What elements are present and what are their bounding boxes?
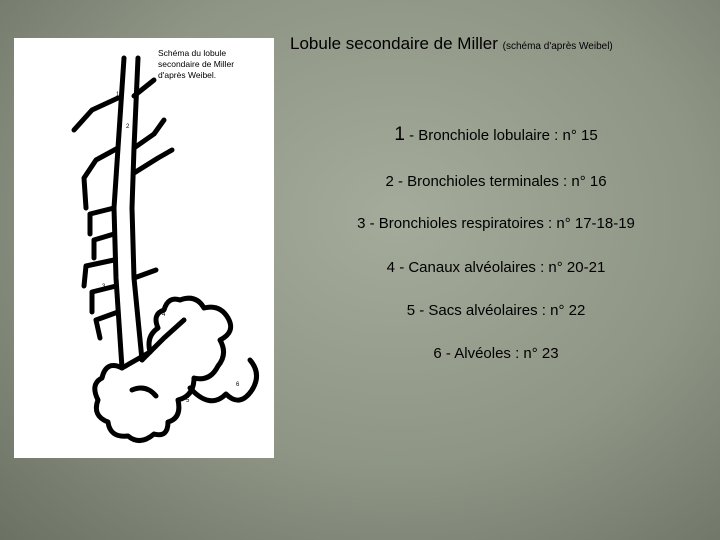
resp-branch-3 <box>84 260 114 286</box>
figure-label-2: 2 <box>126 124 130 130</box>
branch-terminal-right-b <box>134 150 172 173</box>
figure-label-3b: 3 <box>102 284 106 290</box>
resp-branch-1 <box>90 208 114 234</box>
trunk-left-wall <box>114 58 124 368</box>
legend-item-5: 5 - Sacs alvéolaires : n° 22 <box>406 302 586 319</box>
branch-upper-left <box>74 98 118 130</box>
figure-label-1: 1 <box>116 92 120 98</box>
figure-caption <box>158 48 268 81</box>
figure-label-5: 5 <box>186 398 190 404</box>
trunk-right-wall <box>132 58 142 360</box>
figure-label-4: 4 <box>162 312 166 318</box>
figure-label-6: 6 <box>236 382 240 388</box>
resp-branch-right <box>134 270 156 278</box>
legend-item-6: 6 - Alvéoles : n° 23 <box>433 345 559 362</box>
alveolar-sac-cluster <box>95 298 231 440</box>
resp-branch-5 <box>96 312 118 338</box>
figure-label-3a: 3 <box>88 231 92 237</box>
caption-line: d'après Weibel. <box>158 70 217 80</box>
lobule-diagram <box>14 38 274 458</box>
lobule-drawing <box>14 38 274 458</box>
slide-title <box>290 34 613 54</box>
alveolar-inner-wall <box>132 388 156 396</box>
resp-branch-2 <box>94 234 114 258</box>
legend-item-2: 2 - Bronchioles terminales : n° 16 <box>385 173 607 190</box>
branch-terminal-right-a <box>134 120 164 148</box>
caption-line: Schéma du lobule <box>158 48 227 58</box>
legend-item-1: 1 - Bronchiole lobulaire : n° 15 <box>394 124 598 145</box>
legend-item-3: 3 - Bronchioles respiratoires : n° 17-18-19 <box>357 215 635 232</box>
title-subtitle: (schéma d'après Weibel) <box>502 41 613 52</box>
title-main: Lobule secondaire de Miller <box>290 34 498 53</box>
caption-line: secondaire de Miller <box>158 59 235 69</box>
legend-item-4: 4 - Canaux alvéolaires : n° 20-21 <box>386 259 606 276</box>
